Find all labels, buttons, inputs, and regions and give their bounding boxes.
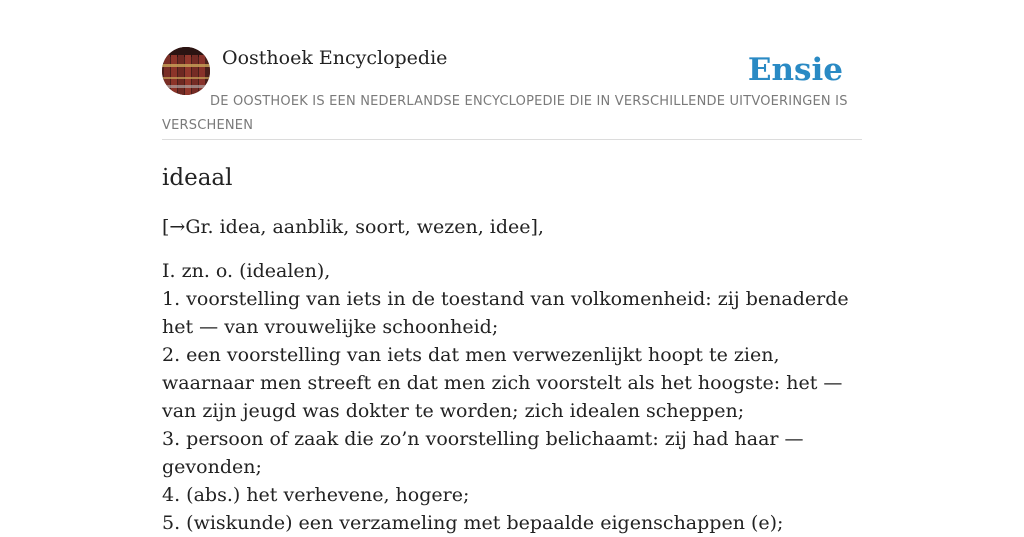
entry-etymology: [→Gr. idea, aanblik, soort, wezen, idee],	[162, 216, 544, 238]
ensie-logo-link[interactable]: Ensie	[747, 52, 843, 88]
definition-line: 3. persoon of zaak die zo’n voorstelling belichaamt: zij had haar — gevonden;	[162, 428, 804, 478]
definition-line: 5. (wiskunde) een verzameling met bepaalde eigenschappen (e);	[162, 512, 784, 534]
definition-line: I. zn. o. (idealen),	[162, 260, 331, 282]
definition-line: 1. voorstelling van iets in de toestand van volkomenheid: zij benaderde het — van vrouwelijke schoonheid;	[162, 288, 849, 338]
definition-line: 2. een voorstelling van iets dat men verwezenlijkt hoopt te zien, waarnaar men streeft en dat men zich voorstelt als het hoogste: het — van zijn jeugd was dokter te worden; zich idealen scheppen;	[162, 344, 843, 422]
site-title[interactable]: Oosthoek Encyclopedie	[222, 47, 448, 69]
entry-definitions	[162, 257, 862, 537]
site-header	[162, 46, 862, 140]
encyclopedia-books-icon[interactable]	[162, 47, 210, 95]
entry-content	[162, 161, 862, 537]
site-tagline: DE OOSTHOEK IS EEN NEDERLANDSE ENCYCLOPEDIE DIE IN VERSCHILLENDE UITVOERINGEN IS VERSCHENEN	[162, 94, 848, 133]
definition-line: 4. (abs.) het verhevene, hogere;	[162, 484, 470, 506]
entry-title: ideaal	[162, 165, 233, 191]
